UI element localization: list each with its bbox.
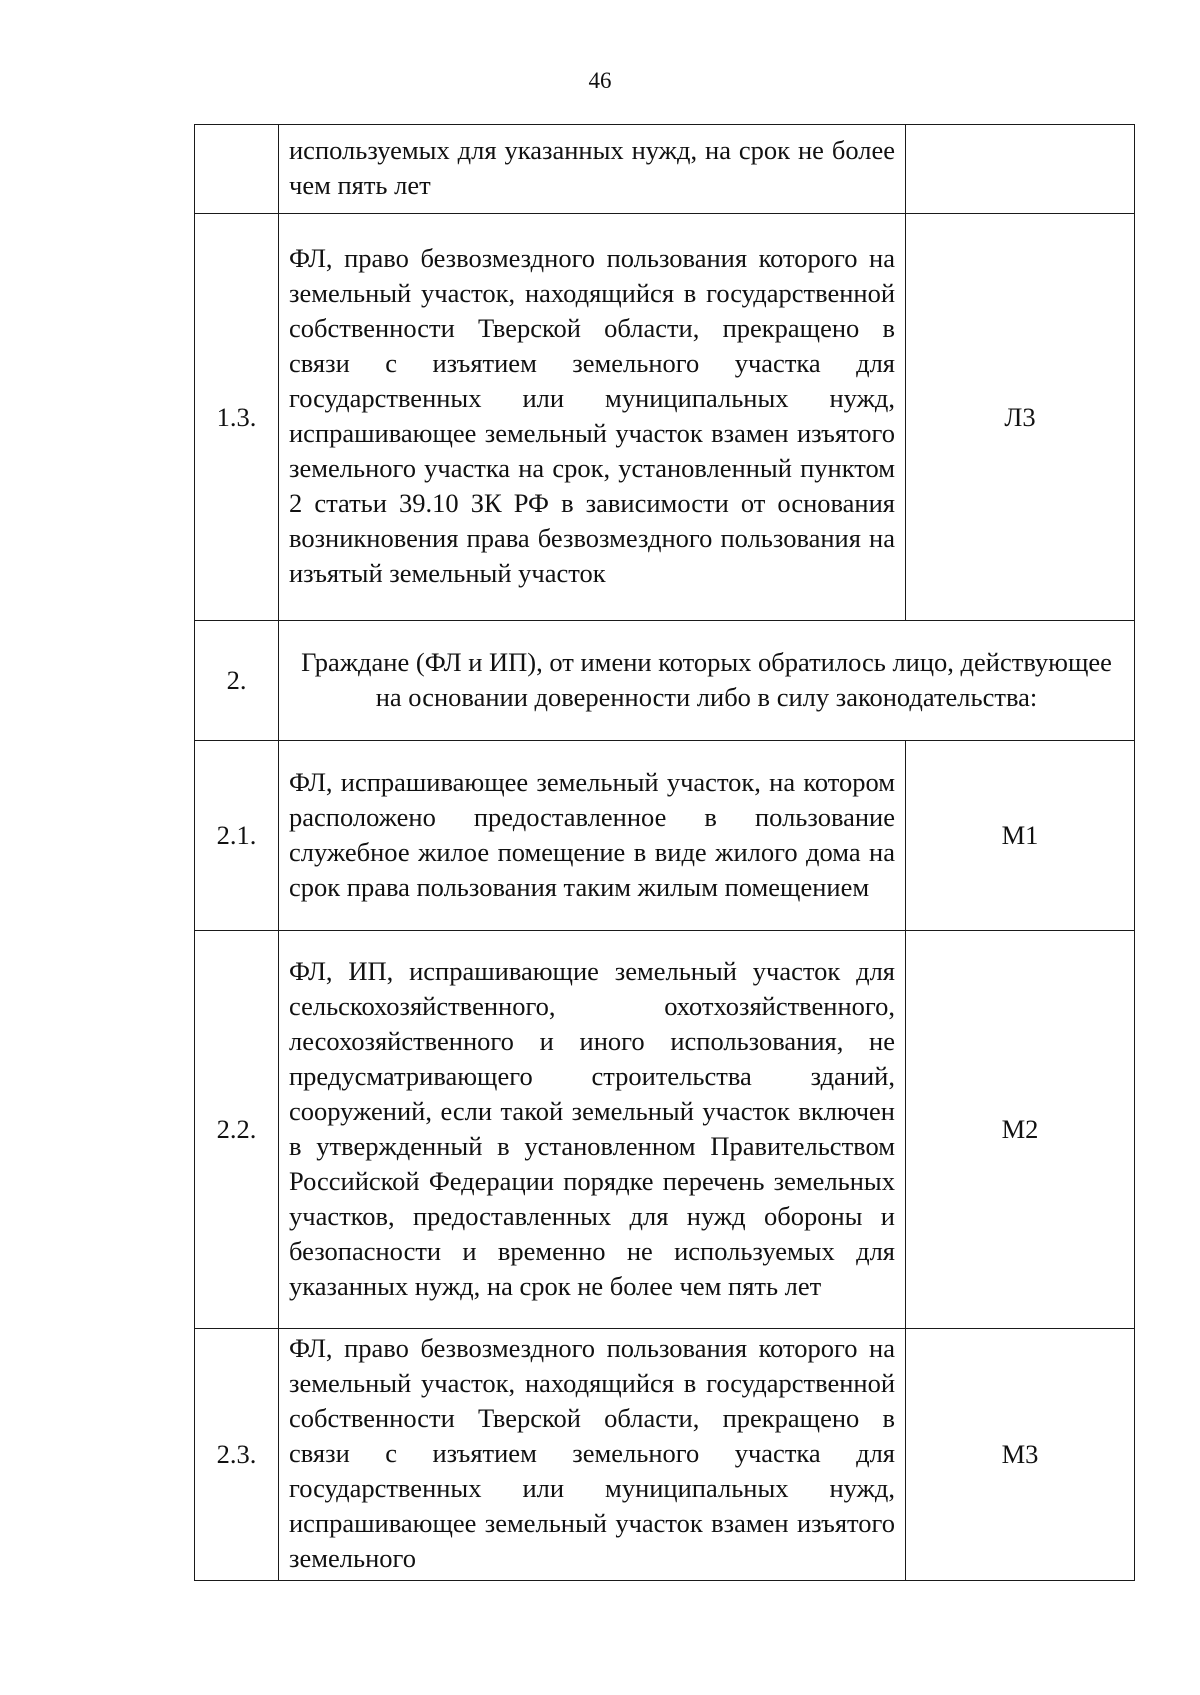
row-description-cell: ФЛ, ИП, испрашивающие земельный участок для сельскохозяйственного, охотхозяйственного, лесохозяйственного и иного использования, не предусматривающего строительства зданий, сооружений, если такой земельный участок включен в утвержденный в установленном Правительством Российской Федерации порядке перечень земельных участков, предоставленных для нужд обороны и безопасности и временно не используемых для указанных нужд, на срок не более чем пять лет xyxy=(279,931,906,1329)
row-number-cell: 2.1. xyxy=(195,741,279,931)
row-number-cell: 2. xyxy=(195,621,279,741)
row-description-cell: ФЛ, право безвозмездного пользования которого на земельный участок, находящийся в государственной собственности Тверской области, прекращено в связи с изъятием земельного участка для государственных или муниципальных нужд, испрашивающее земельный участок взамен изъятого земельного участка на срок, установленный пунктом 2 статьи 39.10 ЗК РФ в зависимости от основания возникновения права безвозмездного пользования на изъятый земельный участок xyxy=(279,214,906,621)
row-description-cell: ФЛ, право безвозмездного пользования которого на земельный участок, находящийся в государственной собственности Тверской области, прекращено в связи с изъятием земельного участка для государственных или муниципальных нужд, испрашивающее земельный участок взамен изъятого земельного xyxy=(279,1329,906,1581)
row-description-cell: ФЛ, испрашивающее земельный участок, на котором расположено предоставленное в пользование служебное жилое помещение в виде жилого дома на срок права пользования таким жилым помещением xyxy=(279,741,906,931)
row-code-cell xyxy=(906,125,1135,214)
row-number-cell: 2.3. xyxy=(195,1329,279,1581)
table-row-group-heading xyxy=(195,621,1135,741)
row-code-cell: М3 xyxy=(906,1329,1135,1581)
page-number: 46 xyxy=(588,68,612,93)
row-code-cell: М2 xyxy=(906,931,1135,1329)
row-description-cell: используемых для указанных нужд, на срок не более чем пять лет xyxy=(279,125,906,214)
row-number-cell: 2.2. xyxy=(195,931,279,1329)
group-heading-cell: Граждане (ФЛ и ИП), от имени которых обратилось лицо, действующее на основании доверенности либо в силу законодательства: xyxy=(279,621,1135,741)
row-number-cell xyxy=(195,125,279,214)
table-row xyxy=(195,214,1135,621)
row-number-cell: 1.3. xyxy=(195,214,279,621)
table-row xyxy=(195,741,1135,931)
row-code-cell: Л3 xyxy=(906,214,1135,621)
table-row xyxy=(195,931,1135,1329)
document-table xyxy=(194,124,1135,1581)
table-row xyxy=(195,1329,1135,1581)
table-row xyxy=(195,125,1135,214)
row-code-cell: М1 xyxy=(906,741,1135,931)
